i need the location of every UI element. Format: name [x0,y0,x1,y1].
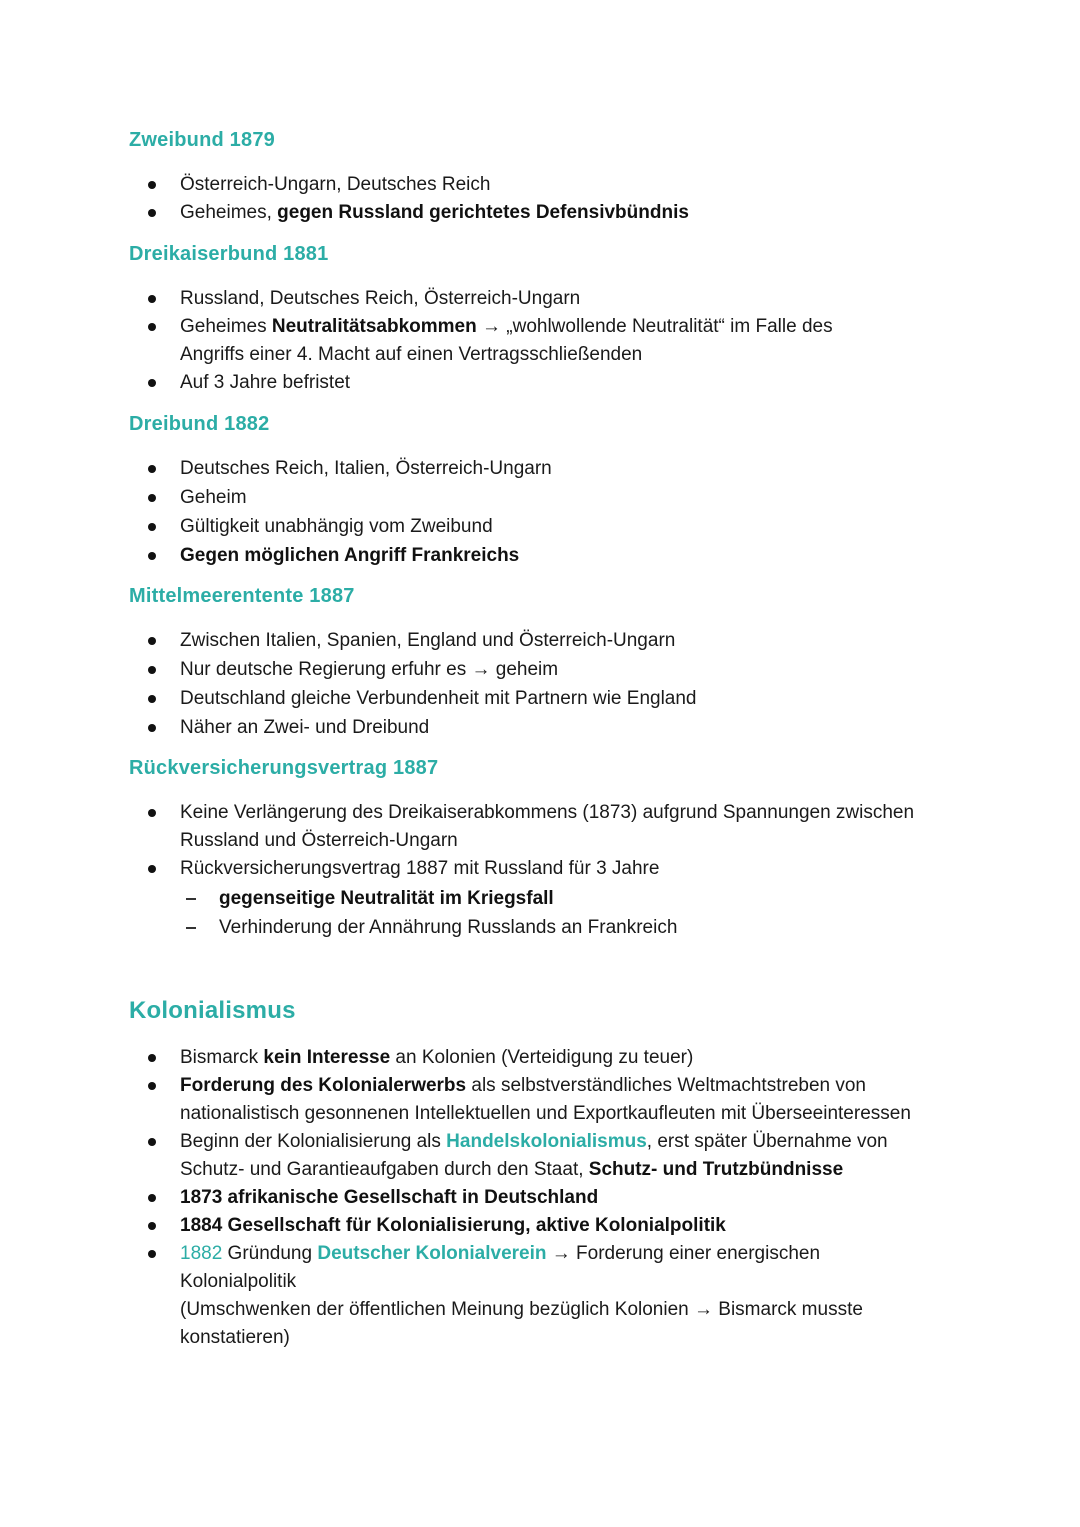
list-item: Beginn der Kolonialisierung als Handelskolonialismus, erst später Übernahme von Schutz- und Garantieaufgaben durch den Staat, Schutz- und Trutzbündnisse [0,1128,1000,1184]
list-item: Näher an Zwei- und Dreibund [0,714,1000,742]
list-item: 1884 Gesellschaft für Kolonialisierung, aktive Kolonialpolitik [0,1212,1000,1240]
list-item: 1882 Gründung Deutscher Kolonialverein → Forderung einer energischen Kolonialpolitik (Umschwenken der öffentlichen Meinung bezüglich Kolonien → Bismarck musste konstatieren) [0,1240,1000,1352]
bullet-icon [148,465,156,473]
bullet-icon [148,724,156,732]
sub-list-item: gegenseitige Neutralität im Kriegsfall [0,884,1000,913]
heading-dreibund: Dreibund 1882 [129,413,270,435]
list-dreikaiserbund [0,285,1000,397]
heading-mittelmeerentente: Mittelmeerentente 1887 [129,585,355,607]
bullet-icon [148,666,156,674]
list-item: Gegen möglichen Angriff Frankreichs [0,542,1000,570]
heading-zweibund: Zweibund 1879 [129,129,275,151]
bullet-icon [148,379,156,387]
bullet-icon [148,1054,156,1062]
bullet-icon [148,523,156,531]
list-mittelmeerentente [0,627,1000,742]
bullet-icon [148,1194,156,1202]
list-item: Geheimes Neutralitätsabkommen → „wohlwollende Neutralität“ im Falle des Angriffs einer 4. Macht auf einen Vertragsschließenden [0,313,1000,369]
list-dreibund [0,455,1000,570]
list-item: Bismarck kein Interesse an Kolonien (Verteidigung zu teuer) [0,1044,1000,1072]
list-item: Rückversicherungsvertrag 1887 mit Russland für 3 Jahre [0,855,1000,883]
bullet-icon [148,1250,156,1258]
heading-kolonialismus: Kolonialismus [129,997,296,1024]
bullet-icon [148,552,156,560]
bullet-icon [148,695,156,703]
list-item: Geheim [0,484,1000,512]
bullet-icon [148,637,156,645]
list-kolonialismus [0,1044,1000,1352]
bullet-icon [148,1082,156,1090]
list-rueckversicherungsvertrag [0,799,1000,883]
list-item: Geheimes, gegen Russland gerichtetes Defensivbündnis [0,199,1000,227]
bullet-icon [148,1138,156,1146]
bullet-icon [148,1222,156,1230]
list-item: Keine Verlängerung des Dreikaiserabkommens (1873) aufgrund Spannungen zwischen Russland und Österreich-Ungarn [0,799,1000,855]
list-zweibund [0,171,1000,227]
list-item: 1873 afrikanische Gesellschaft in Deutschland [0,1184,1000,1212]
list-item: Zwischen Italien, Spanien, England und Österreich-Ungarn [0,627,1000,655]
list-item: Forderung des Kolonialerwerbs als selbstverständliches Weltmachtstreben von nationalistisch gesonnenen Intellektuellen und Exportkaufleuten mit Überseeinteressen [0,1072,1000,1128]
list-item: Nur deutsche Regierung erfuhr es → geheim [0,656,1000,684]
list-item: Gültigkeit unabhängig vom Zweibund [0,513,1000,541]
list-item: Deutschland gleiche Verbundenheit mit Partnern wie England [0,685,1000,713]
bullet-icon [148,295,156,303]
list-item: Russland, Deutsches Reich, Österreich-Ungarn [0,285,1000,313]
bullet-icon [148,323,156,331]
bullet-icon [148,209,156,217]
list-item: Deutsches Reich, Italien, Österreich-Ungarn [0,455,1000,483]
sub-list-item: Verhinderung der Annährung Russlands an Frankreich [0,913,1000,942]
heading-dreikaiserbund: Dreikaiserbund 1881 [129,243,329,265]
heading-rueckversicherungsvertrag: Rückversicherungsvertrag 1887 [129,757,439,779]
bullet-icon [148,494,156,502]
sublist-rueckversicherungsvertrag [0,884,1000,942]
bullet-icon [148,181,156,189]
bullet-icon [148,809,156,817]
list-item: Auf 3 Jahre befristet [0,369,1000,397]
dash-icon [186,927,196,929]
bullet-icon [148,865,156,873]
list-item: Österreich-Ungarn, Deutsches Reich [0,171,1000,199]
dash-icon [186,898,196,900]
